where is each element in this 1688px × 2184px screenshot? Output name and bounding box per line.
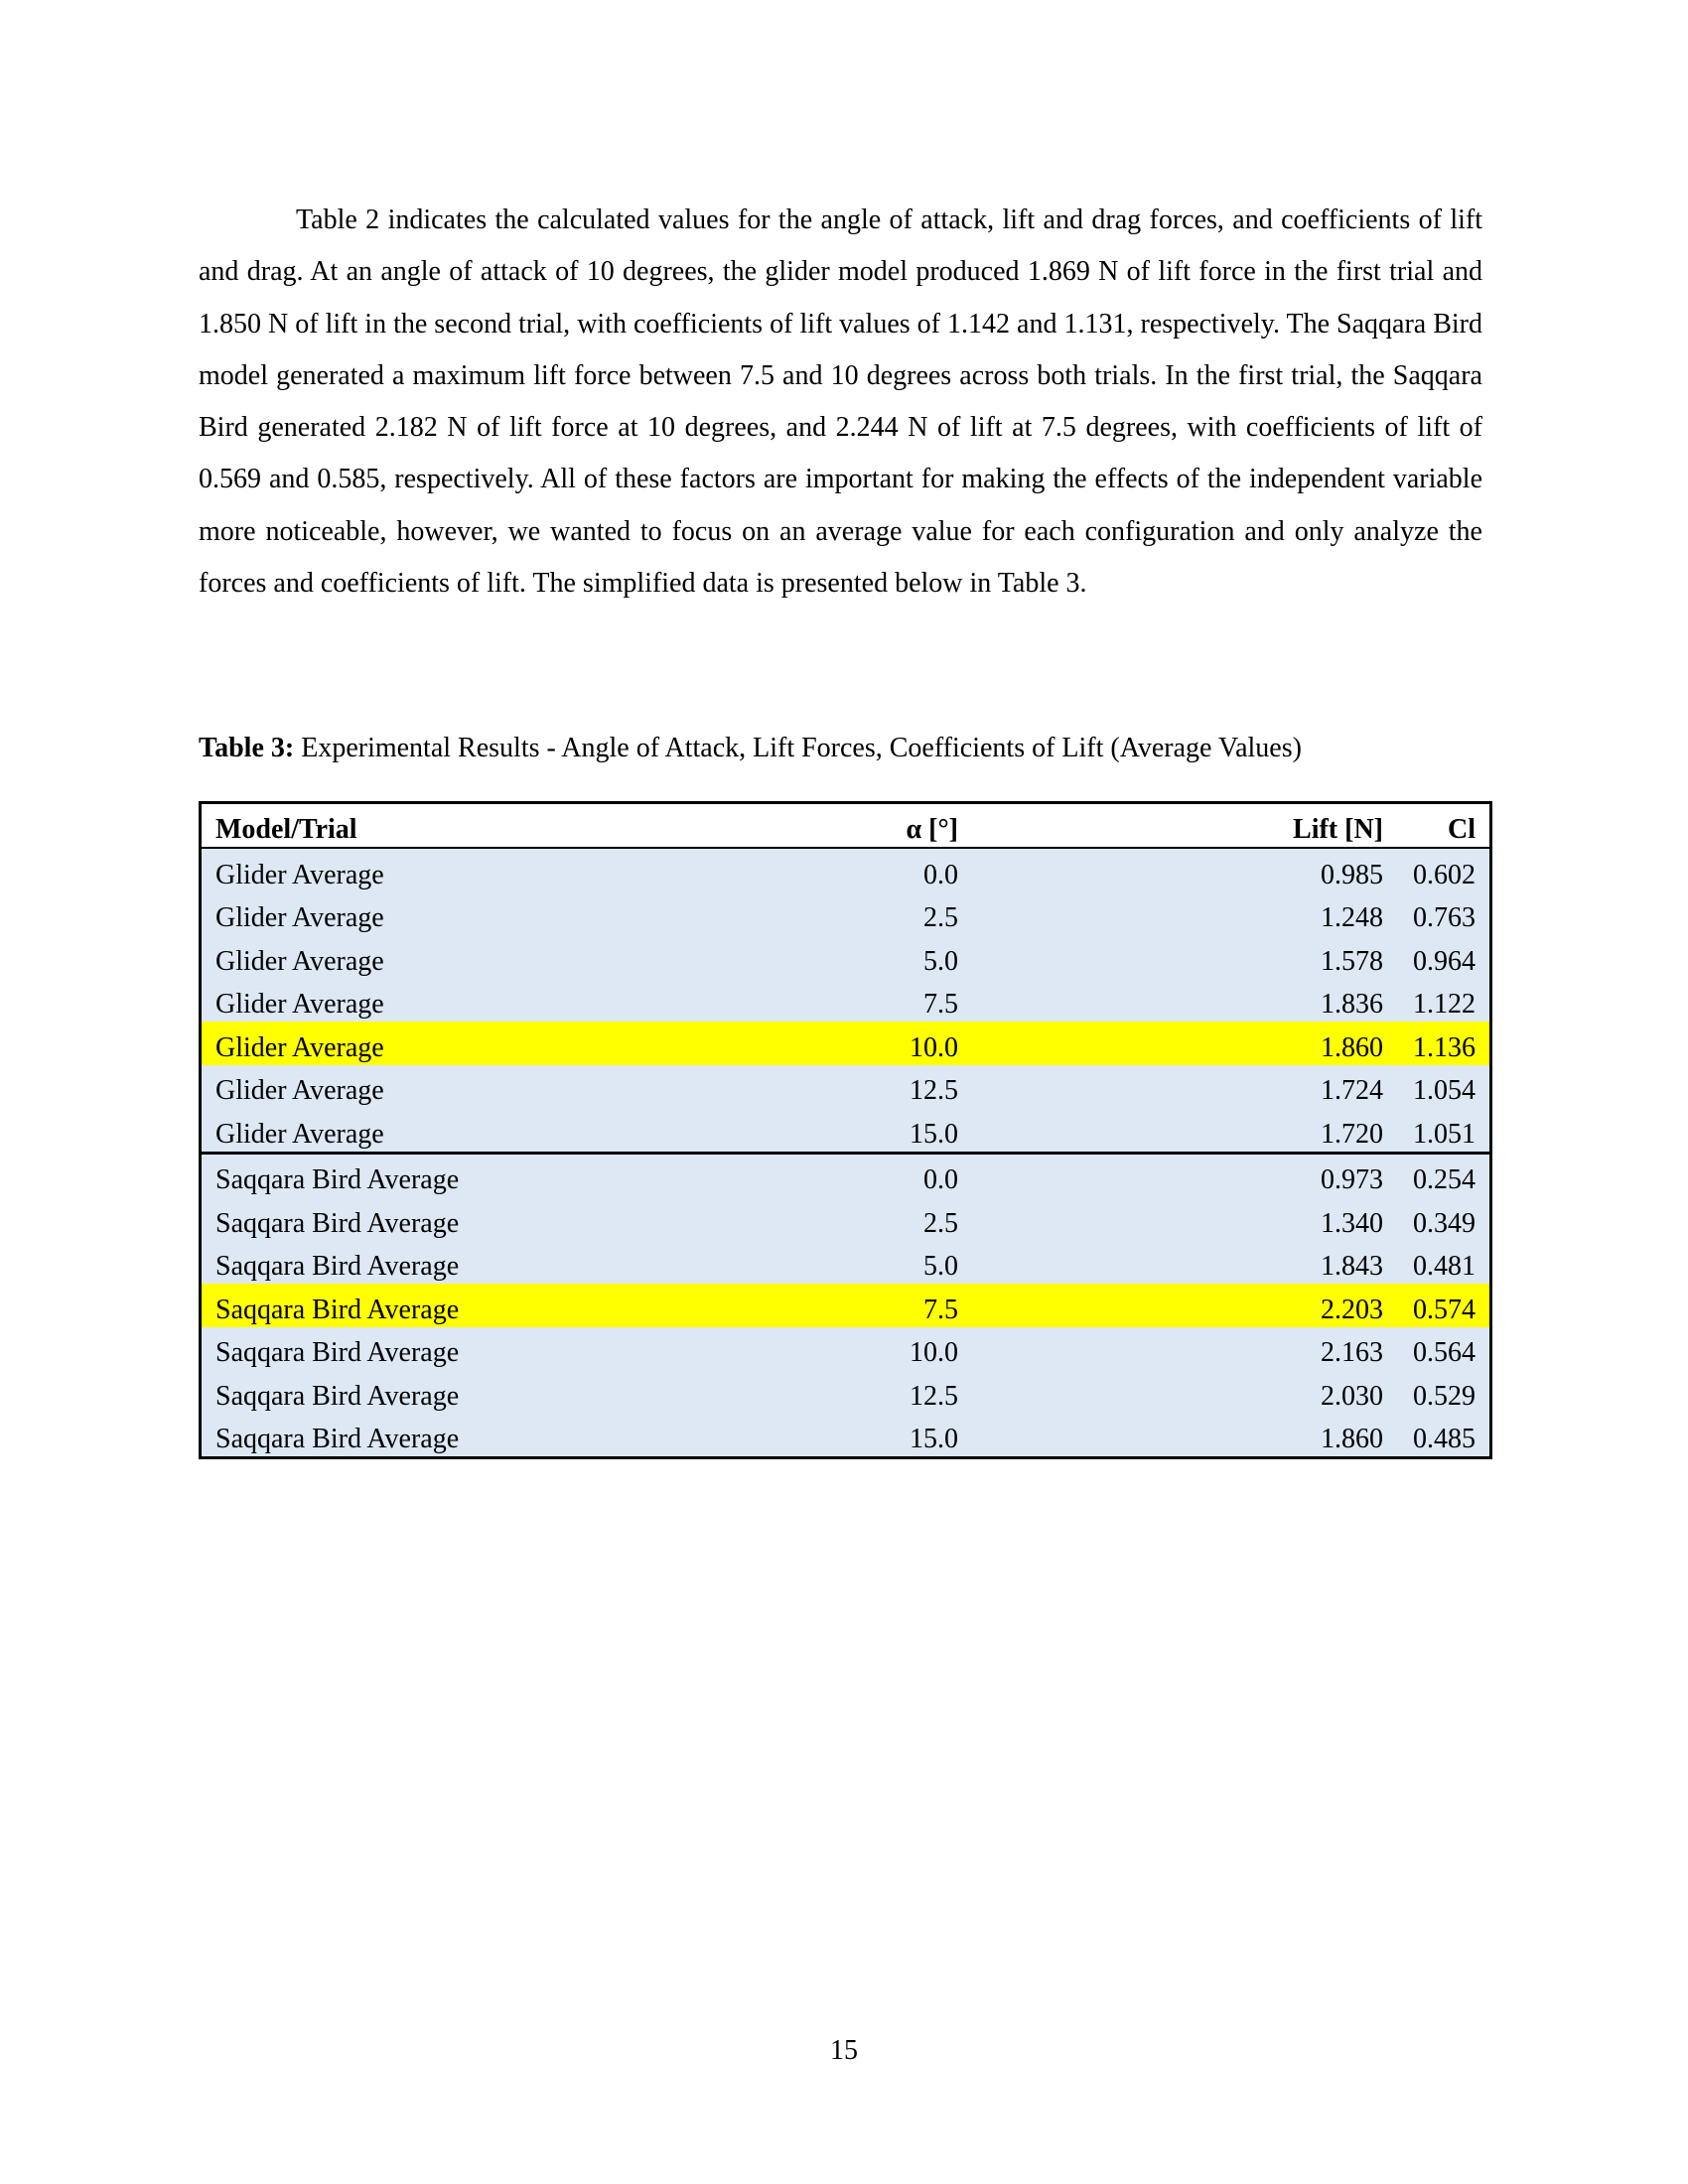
page-number: 15 bbox=[830, 2035, 858, 2066]
cell-lift: 1.248 bbox=[972, 892, 1397, 936]
results-table bbox=[199, 801, 1492, 1459]
cell-model: Glider Average bbox=[201, 979, 647, 1023]
cell-lift: 1.340 bbox=[972, 1197, 1397, 1241]
table-group-glider bbox=[201, 848, 1491, 1153]
cell-model: Glider Average bbox=[201, 892, 647, 936]
table-group-saqqara bbox=[201, 1153, 1491, 1458]
cell-model: Saqqara Bird Average bbox=[201, 1370, 647, 1414]
table-row-highlighted bbox=[201, 1022, 1491, 1065]
table-row bbox=[201, 1327, 1491, 1371]
column-header-cl: Cl bbox=[1397, 803, 1491, 849]
cell-lift: 2.163 bbox=[972, 1327, 1397, 1371]
table-row bbox=[201, 1153, 1491, 1197]
cell-model: Saqqara Bird Average bbox=[201, 1414, 647, 1458]
cell-alpha: 7.5 bbox=[646, 1284, 972, 1327]
table-row bbox=[201, 1370, 1491, 1414]
cell-cl: 0.763 bbox=[1397, 892, 1491, 936]
table-row-highlighted bbox=[201, 1284, 1491, 1327]
cell-alpha: 0.0 bbox=[646, 1153, 972, 1197]
cell-alpha: 12.5 bbox=[646, 1370, 972, 1414]
cell-model: Glider Average bbox=[201, 935, 647, 979]
cell-model: Glider Average bbox=[201, 1108, 647, 1153]
table-row bbox=[201, 1065, 1491, 1109]
table-row bbox=[201, 892, 1491, 936]
cell-lift: 2.030 bbox=[972, 1370, 1397, 1414]
cell-model: Glider Average bbox=[201, 1065, 647, 1109]
cell-cl: 0.349 bbox=[1397, 1197, 1491, 1241]
cell-alpha: 0.0 bbox=[646, 848, 972, 892]
cell-alpha: 7.5 bbox=[646, 979, 972, 1023]
table-row bbox=[201, 1197, 1491, 1241]
cell-alpha: 5.0 bbox=[646, 935, 972, 979]
table-row bbox=[201, 848, 1491, 892]
cell-cl: 0.602 bbox=[1397, 848, 1491, 892]
cell-cl: 1.054 bbox=[1397, 1065, 1491, 1109]
cell-cl: 0.529 bbox=[1397, 1370, 1491, 1414]
table-caption-label: Table 3: bbox=[199, 733, 295, 763]
cell-model: Saqqara Bird Average bbox=[201, 1197, 647, 1241]
cell-lift: 0.973 bbox=[972, 1153, 1397, 1197]
cell-cl: 0.485 bbox=[1397, 1414, 1491, 1458]
cell-lift: 1.843 bbox=[972, 1241, 1397, 1285]
cell-alpha: 10.0 bbox=[646, 1327, 972, 1371]
table-row bbox=[201, 1414, 1491, 1458]
cell-lift: 1.720 bbox=[972, 1108, 1397, 1153]
table-row bbox=[201, 979, 1491, 1023]
cell-alpha: 2.5 bbox=[646, 1197, 972, 1241]
cell-model: Glider Average bbox=[201, 848, 647, 892]
cell-cl: 0.574 bbox=[1397, 1284, 1491, 1327]
cell-model: Saqqara Bird Average bbox=[201, 1327, 647, 1371]
cell-cl: 1.136 bbox=[1397, 1022, 1491, 1065]
cell-lift: 1.836 bbox=[972, 979, 1397, 1023]
cell-cl: 0.254 bbox=[1397, 1153, 1491, 1197]
cell-model: Saqqara Bird Average bbox=[201, 1241, 647, 1285]
table-header-row bbox=[201, 803, 1491, 849]
cell-cl: 0.564 bbox=[1397, 1327, 1491, 1371]
cell-lift: 2.203 bbox=[972, 1284, 1397, 1327]
cell-lift: 1.860 bbox=[972, 1022, 1397, 1065]
table-row bbox=[201, 935, 1491, 979]
cell-alpha: 15.0 bbox=[646, 1414, 972, 1458]
column-header-model: Model/Trial bbox=[201, 803, 647, 849]
cell-lift: 1.724 bbox=[972, 1065, 1397, 1109]
table-row bbox=[201, 1108, 1491, 1153]
table-caption-text: Experimental Results - Angle of Attack, Lift Forces, Coefficients of Lift (Average Values) bbox=[301, 733, 1302, 763]
cell-lift: 0.985 bbox=[972, 848, 1397, 892]
cell-model: Saqqara Bird Average bbox=[201, 1153, 647, 1197]
cell-model: Saqqara Bird Average bbox=[201, 1284, 647, 1327]
cell-alpha: 12.5 bbox=[646, 1065, 972, 1109]
cell-cl: 1.122 bbox=[1397, 979, 1491, 1023]
cell-lift: 1.860 bbox=[972, 1414, 1397, 1458]
table-caption bbox=[199, 731, 1489, 766]
cell-alpha: 5.0 bbox=[646, 1241, 972, 1285]
cell-alpha: 10.0 bbox=[646, 1022, 972, 1065]
column-header-alpha: α [°] bbox=[646, 803, 972, 849]
cell-alpha: 15.0 bbox=[646, 1108, 972, 1153]
body-paragraph: Table 2 indicates the calculated values for the angle of attack, lift and drag forces, and coefficients of lift and drag. At an angle of attack of 10 degrees, the glider model produced 1.869 N of lift force in the first trial and 1.850 N of lift in the second trial, with coefficients of lift values of 1.142 and 1.131, respectively. The Saqqara Bird model generated a maximum lift force between 7.5 and 10 degrees across both trials. In the first trial, the Saqqara Bird generated 2.182 N of lift force at 10 degrees, and 2.244 N of lift at 7.5 degrees, with coefficients of lift of 0.569 and 0.585, respectively. All of these factors are important for making the effects of the independent variable more noticeable, however, we wanted to focus on an average value for each configuration and only analyze the forces and coefficients of lift. The simplified data is presented below in Table 3. bbox=[199, 205, 1482, 600]
cell-model: Glider Average bbox=[201, 1022, 647, 1065]
cell-cl: 0.481 bbox=[1397, 1241, 1491, 1285]
cell-lift: 1.578 bbox=[972, 935, 1397, 979]
cell-alpha: 2.5 bbox=[646, 892, 972, 936]
cell-cl: 1.051 bbox=[1397, 1108, 1491, 1153]
column-header-lift: Lift [N] bbox=[972, 803, 1397, 849]
table-row bbox=[201, 1241, 1491, 1285]
cell-cl: 0.964 bbox=[1397, 935, 1491, 979]
